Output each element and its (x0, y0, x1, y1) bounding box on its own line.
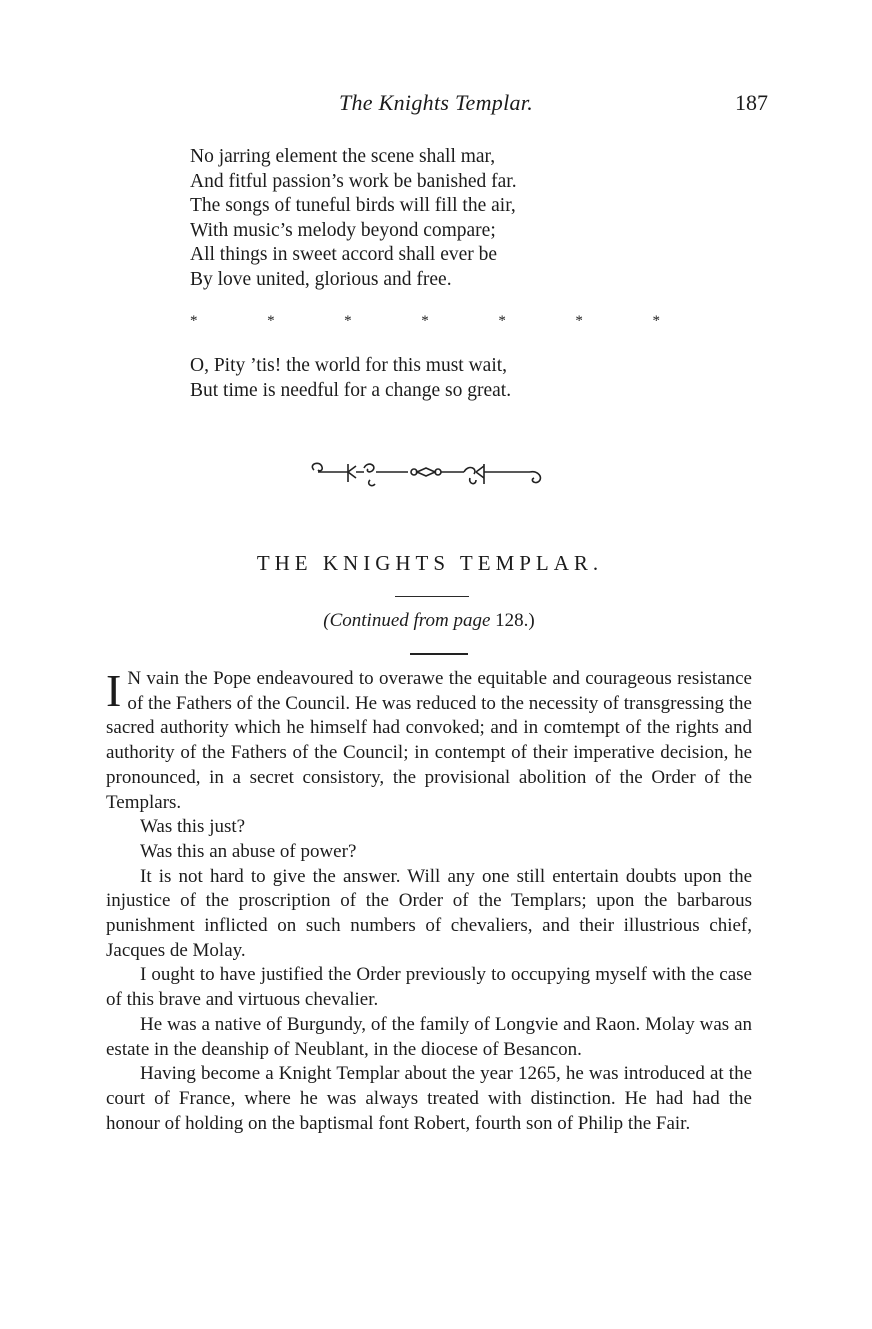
asterisk-divider (190, 313, 660, 333)
decorative-scroll-ornament-icon (304, 456, 554, 492)
paragraph: It is not hard to give the answer. Will any one still entertain doubts upon the injustice of the proscription of the Order of the Templars; upon the barbarous punishment inflicted on such numbers of chevaliers, and their illustrious chief, Jacques de Molay. (106, 865, 752, 961)
drop-cap: I (106, 665, 122, 716)
article-body (106, 667, 752, 1136)
section-rule (410, 653, 468, 655)
paragraph (106, 667, 752, 815)
poem-line: O, Pity ’tis! the world for this must wait, (190, 355, 508, 376)
asterisk: * (498, 313, 506, 329)
poem-line: All things in sweet accord shall ever be (190, 244, 498, 266)
poem-line: No jarring element the scene shall mar, (190, 146, 496, 167)
asterisk: * (652, 313, 660, 329)
asterisk: * (575, 313, 583, 329)
poem-stanza-2 (190, 354, 511, 403)
asterisk: * (421, 313, 429, 329)
continued-note (0, 610, 858, 632)
paragraph-text: N vain the Pope endeavoured to overawe the equitable and courageous resistance of the Fathers of the Council. He was reduced to the necessity of transgressing the sacred authority which he himself had convoked; and in comtempt of the rights and authority of the Fathers of the Council; in contempt of their imperative decision, he pronounced, in a secret consistory, the provisional abolition of the Order of the Templars. (106, 668, 752, 813)
poem-line: With music’s melody beyond compare; (190, 219, 496, 241)
poem-stanza-1 (190, 145, 517, 293)
paragraph: He was a native of Burgundy, of the family of Longvie and Raon. Molay was an estate in the deanship of Neublant, in the diocese of Besancon. (106, 1013, 752, 1060)
running-head-title: The Knights Templar. (338, 90, 534, 115)
poem-line: The songs of tuneful birds will fill the air, (190, 195, 516, 217)
poem-line: And fitful passion’s work be banished far. (190, 170, 517, 192)
poem-line: But time is needful for a change so great. (190, 379, 512, 401)
continued-page: 128.) (495, 610, 535, 631)
article-title: THE KNIGHTS TEMPLAR. (256, 551, 604, 575)
paragraph: I ought to have justified the Order previously to occupying myself with the case of this brave and virtuous chevalier. (106, 964, 752, 1011)
running-head (0, 90, 872, 120)
paragraph: Was this just? (140, 816, 246, 838)
asterisk: * (190, 313, 198, 329)
title-rule (395, 596, 469, 597)
paragraph: Having become a Knight Templar about the year 1265, he was introduced at the court of France, where he was always treated with distinction. He had had the honour of holding on the baptismal font Robert, fourth son of Philip the Fair. (106, 1063, 752, 1134)
asterisk: * (344, 313, 352, 329)
page-number: 187 (735, 90, 768, 115)
poem-line: By love united, glorious and free. (190, 268, 452, 290)
paragraph: Was this an abuse of power? (140, 840, 357, 862)
continued-text: (Continued from page (323, 610, 491, 631)
asterisk: * (267, 313, 275, 329)
